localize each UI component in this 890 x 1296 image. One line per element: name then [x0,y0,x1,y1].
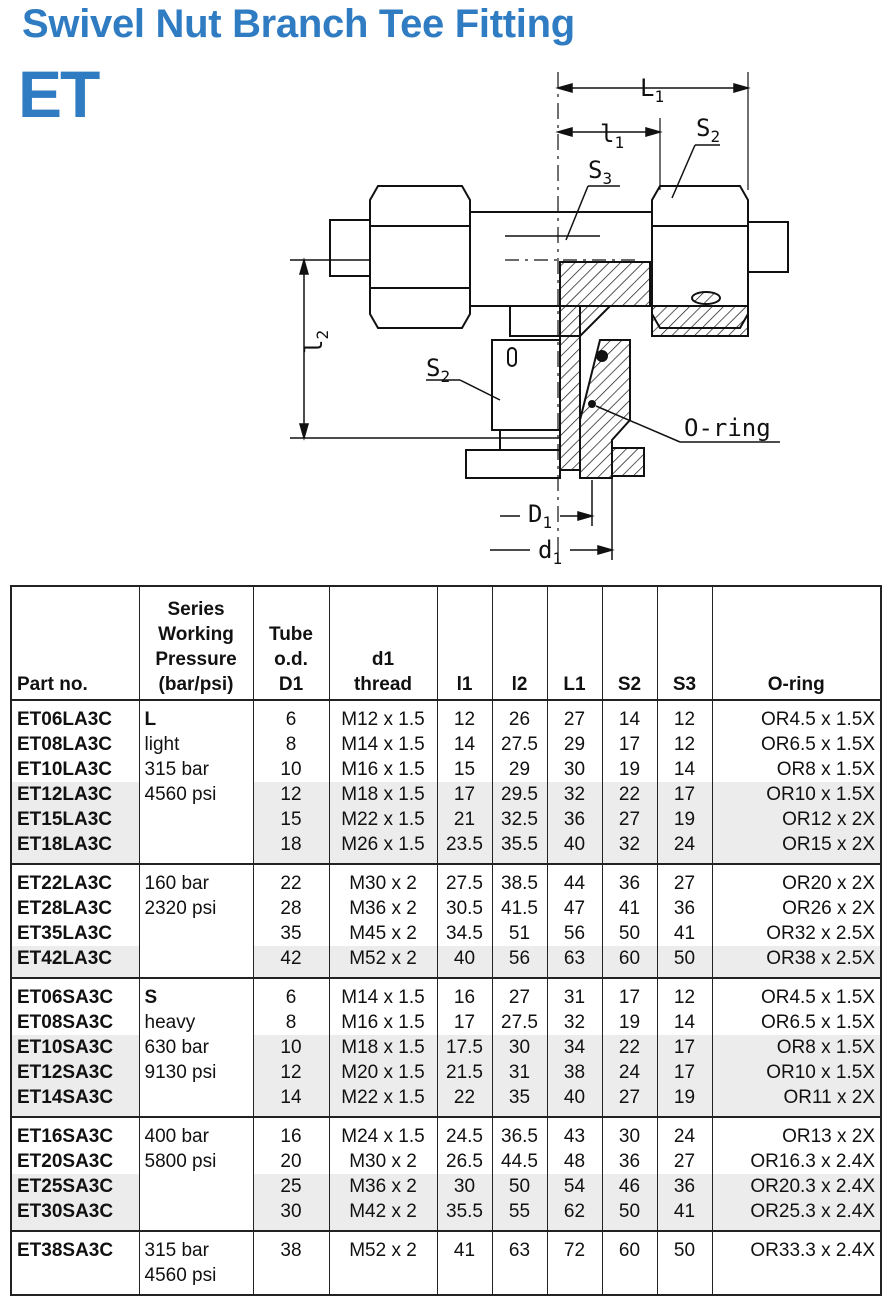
cell-L1: 34 [547,1035,602,1060]
table-row [11,1263,881,1295]
cell-l1: 21 [437,807,492,832]
cell-L1: 38 [547,1060,602,1085]
cell-l1: 21.5 [437,1060,492,1085]
table-row [11,1117,881,1149]
col-header-series-line: Pressure [155,649,237,670]
cell-series: 160 bar [139,864,253,896]
cell-S2: 27 [602,1085,657,1117]
cell-S3: 14 [657,757,712,782]
table-row [11,732,881,757]
technical-drawing [0,0,890,585]
cell-part [11,1263,139,1295]
cell-l2: 50 [492,1174,547,1199]
cell-d1: 22 [253,864,329,896]
col-header-part: Part no. [11,586,139,700]
cell-series: 9130 psi [139,1060,253,1085]
cell-thread: M22 x 1.5 [329,807,437,832]
cell-l2: 35.5 [492,832,547,864]
cell-part: ET12LA3C [11,782,139,807]
cell-part: ET16SA3C [11,1117,139,1149]
cell-series [139,946,253,978]
cell-l1: 17 [437,782,492,807]
cell-thread: M52 x 2 [329,1231,437,1263]
cell-part: ET06LA3C [11,700,139,732]
table-row [11,1199,881,1231]
col-header-oring: O-ring [712,586,881,700]
cell-thread: M30 x 2 [329,1149,437,1174]
cell-S2: 60 [602,1231,657,1263]
cell-d1: 16 [253,1117,329,1149]
col-header-thread-line: thread [353,674,413,695]
cell-l1: 24.5 [437,1117,492,1149]
cell-part: ET12SA3C [11,1060,139,1085]
cell-L1 [547,1263,602,1295]
cell-d1: 38 [253,1231,329,1263]
cell-l1: 17.5 [437,1035,492,1060]
cell-d1: 25 [253,1174,329,1199]
table-row [11,864,881,896]
cell-S3: 27 [657,1149,712,1174]
cell-part: ET06SA3C [11,978,139,1010]
cell-series [139,921,253,946]
cell-series: L [139,700,253,732]
col-header-thread [329,586,437,700]
cell-part: ET35LA3C [11,921,139,946]
label-S2-left: $S_2$ [426,354,451,386]
cell-oring: OR6.5 x 1.5X [712,1010,881,1035]
cell-S2: 22 [602,782,657,807]
cell-oring: OR38 x 2.5X [712,946,881,978]
cell-l2: 30 [492,1035,547,1060]
cell-oring: OR10 x 1.5X [712,1060,881,1085]
cell-l2: 63 [492,1231,547,1263]
col-header-L1: L1 [547,586,602,700]
cell-S3: 12 [657,732,712,757]
cell-l2: 41.5 [492,896,547,921]
label-l1: $l_1$ [600,120,625,152]
cell-S3: 41 [657,1199,712,1231]
cell-oring: OR13 x 2X [712,1117,881,1149]
cell-l2: 29.5 [492,782,547,807]
cell-part: ET15LA3C [11,807,139,832]
cell-l1: 35.5 [437,1199,492,1231]
cell-part: ET08SA3C [11,1010,139,1035]
cell-oring: OR11 x 2X [712,1085,881,1117]
cell-thread: M16 x 1.5 [329,757,437,782]
cell-d1: 6 [253,978,329,1010]
cell-part: ET30SA3C [11,1199,139,1231]
cell-S3: 41 [657,921,712,946]
cell-l1: 27.5 [437,864,492,896]
col-header-series-line: (bar/psi) [158,674,234,695]
cell-l2: 55 [492,1199,547,1231]
cell-thread: M42 x 2 [329,1199,437,1231]
cell-S2: 19 [602,757,657,782]
cell-S2: 17 [602,732,657,757]
cell-thread: M14 x 1.5 [329,978,437,1010]
cell-d1: 28 [253,896,329,921]
cell-part: ET14SA3C [11,1085,139,1117]
cell-S2: 32 [602,832,657,864]
cell-series [139,832,253,864]
cell-L1: 40 [547,1085,602,1117]
cell-S3: 17 [657,782,712,807]
cell-series [139,807,253,832]
cell-oring: OR8 x 1.5X [712,757,881,782]
cell-S2: 30 [602,1117,657,1149]
cell-thread: M45 x 2 [329,921,437,946]
cell-series: heavy [139,1010,253,1035]
cell-oring: OR6.5 x 1.5X [712,732,881,757]
cell-l2: 29 [492,757,547,782]
cell-S3 [657,1263,712,1295]
cell-oring: OR10 x 1.5X [712,782,881,807]
cell-l1: 40 [437,946,492,978]
cell-l1: 34.5 [437,921,492,946]
label-l2: $l_2$ [300,329,332,354]
table-row [11,1231,881,1263]
cell-d1: 18 [253,832,329,864]
cell-l2: 27 [492,978,547,1010]
cell-S2: 24 [602,1060,657,1085]
section-hatching [560,262,748,478]
cell-l1: 12 [437,700,492,732]
table-header-row [11,586,881,700]
cell-S2: 36 [602,864,657,896]
cell-S3: 17 [657,1060,712,1085]
cell-series: 4560 psi [139,782,253,807]
cell-d1: 8 [253,1010,329,1035]
cell-part: ET10LA3C [11,757,139,782]
cell-L1: 43 [547,1117,602,1149]
cell-S3: 14 [657,1010,712,1035]
cell-L1: 72 [547,1231,602,1263]
cell-series [139,1199,253,1231]
cell-L1: 48 [547,1149,602,1174]
cell-l2 [492,1263,547,1295]
cell-part: ET38SA3C [11,1231,139,1263]
cell-L1: 30 [547,757,602,782]
cell-d1: 30 [253,1199,329,1231]
cell-d1: 42 [253,946,329,978]
table-row [11,700,881,732]
cell-d1 [253,1263,329,1295]
table-row [11,832,881,864]
cell-oring: OR12 x 2X [712,807,881,832]
cell-L1: 27 [547,700,602,732]
cell-l1: 17 [437,1010,492,1035]
cell-S2: 60 [602,946,657,978]
cell-thread: M24 x 1.5 [329,1117,437,1149]
cell-series: 400 bar [139,1117,253,1149]
table-row [11,1035,881,1060]
table-row [11,782,881,807]
cell-S3: 19 [657,1085,712,1117]
cell-oring [712,1263,881,1295]
cell-series: S [139,978,253,1010]
cell-part: ET08LA3C [11,732,139,757]
cell-S3: 24 [657,1117,712,1149]
cell-S3: 50 [657,1231,712,1263]
cell-d1: 35 [253,921,329,946]
cell-S3: 12 [657,700,712,732]
cell-L1: 54 [547,1174,602,1199]
cell-series: light [139,732,253,757]
cell-d1: 12 [253,1060,329,1085]
cell-d1: 12 [253,782,329,807]
cell-l2: 51 [492,921,547,946]
cell-part: ET10SA3C [11,1035,139,1060]
cell-l1: 41 [437,1231,492,1263]
cell-part: ET20SA3C [11,1149,139,1174]
fitting-code: ET [18,57,99,131]
cell-S2 [602,1263,657,1295]
cell-S3: 19 [657,807,712,832]
cell-l2: 44.5 [492,1149,547,1174]
cell-thread: M18 x 1.5 [329,1035,437,1060]
cell-series: 315 bar [139,1231,253,1263]
cell-l2: 27.5 [492,732,547,757]
label-D1: $D_1$ [528,500,553,532]
label-S3: $S_3$ [588,156,613,188]
cell-S2: 27 [602,807,657,832]
cell-d1: 15 [253,807,329,832]
cell-series [139,1174,253,1199]
cell-l1 [437,1263,492,1295]
table-row [11,1010,881,1035]
cell-oring: OR16.3 x 2.4X [712,1149,881,1174]
label-S2-top: $S_2$ [696,114,721,146]
cell-L1: 44 [547,864,602,896]
col-header-thread-line: d1 [371,649,395,670]
cell-l1: 15 [437,757,492,782]
cell-thread: M18 x 1.5 [329,782,437,807]
cell-thread: M14 x 1.5 [329,732,437,757]
cell-thread: M22 x 1.5 [329,1085,437,1117]
cell-S2: 22 [602,1035,657,1060]
cell-oring: OR15 x 2X [712,832,881,864]
cell-S2: 50 [602,1199,657,1231]
cell-oring: OR26 x 2X [712,896,881,921]
cell-S3: 24 [657,832,712,864]
cell-d1: 10 [253,1035,329,1060]
table-row [11,946,881,978]
cell-thread: M30 x 2 [329,864,437,896]
col-header-tube-line: o.d. [274,649,308,670]
col-header-series-line: Series [167,599,225,620]
cell-d1: 14 [253,1085,329,1117]
label-d1: $d_1$ [538,536,563,568]
table-row [11,1060,881,1085]
cell-d1: 20 [253,1149,329,1174]
table-row [11,807,881,832]
cell-l1: 14 [437,732,492,757]
cell-l2: 27.5 [492,1010,547,1035]
table-body [11,700,881,1295]
cell-oring: OR20.3 x 2.4X [712,1174,881,1199]
col-header-series [139,586,253,700]
cell-l2: 38.5 [492,864,547,896]
cell-S3: 36 [657,1174,712,1199]
cell-S2: 14 [602,700,657,732]
cell-series: 315 bar [139,757,253,782]
cell-S3: 17 [657,1035,712,1060]
cell-l2: 26 [492,700,547,732]
col-header-series-line: Working [158,624,234,645]
cell-L1: 40 [547,832,602,864]
cell-series: 4560 psi [139,1263,253,1295]
cell-S2: 17 [602,978,657,1010]
cell-l1: 30.5 [437,896,492,921]
cell-d1: 8 [253,732,329,757]
col-header-tube [253,586,329,700]
table-row [11,1085,881,1117]
cell-l1: 26.5 [437,1149,492,1174]
cell-part: ET42LA3C [11,946,139,978]
cell-S3: 36 [657,896,712,921]
spec-table [10,585,882,1296]
cell-L1: 62 [547,1199,602,1231]
table-row [11,757,881,782]
cell-l1: 22 [437,1085,492,1117]
cell-L1: 31 [547,978,602,1010]
table-row [11,1174,881,1199]
cell-thread [329,1263,437,1295]
cell-L1: 56 [547,921,602,946]
table-row [11,896,881,921]
cell-L1: 29 [547,732,602,757]
col-header-S3: S3 [657,586,712,700]
cell-thread: M12 x 1.5 [329,700,437,732]
cell-thread: M36 x 2 [329,1174,437,1199]
cell-S3: 50 [657,946,712,978]
cell-S2: 36 [602,1149,657,1174]
cell-l1: 16 [437,978,492,1010]
cell-S2: 50 [602,921,657,946]
table-row [11,1149,881,1174]
cell-thread: M26 x 1.5 [329,832,437,864]
cell-l1: 30 [437,1174,492,1199]
cell-L1: 63 [547,946,602,978]
cell-series: 2320 psi [139,896,253,921]
cell-S2: 46 [602,1174,657,1199]
cell-l2: 31 [492,1060,547,1085]
cell-S2: 41 [602,896,657,921]
cell-series [139,1085,253,1117]
cell-oring: OR4.5 x 1.5X [712,700,881,732]
cell-d1: 6 [253,700,329,732]
col-header-tube-line: Tube [269,624,313,645]
cell-S3: 12 [657,978,712,1010]
cell-part: ET18LA3C [11,832,139,864]
cell-thread: M16 x 1.5 [329,1010,437,1035]
cell-S3: 27 [657,864,712,896]
col-header-tube-line: D1 [278,674,304,695]
cell-l2: 35 [492,1085,547,1117]
col-header-S2: S2 [602,586,657,700]
col-header-l2: l2 [492,586,547,700]
page-title: Swivel Nut Branch Tee Fitting [22,2,575,46]
cell-part: ET25SA3C [11,1174,139,1199]
cell-L1: 32 [547,1010,602,1035]
label-oring: O-ring [684,414,771,442]
cell-thread: M36 x 2 [329,896,437,921]
cell-part: ET28LA3C [11,896,139,921]
cell-L1: 32 [547,782,602,807]
cell-series: 630 bar [139,1035,253,1060]
table-row [11,921,881,946]
cell-oring: OR32 x 2.5X [712,921,881,946]
cell-l1: 23.5 [437,832,492,864]
cell-l2: 36.5 [492,1117,547,1149]
cell-oring: OR20 x 2X [712,864,881,896]
cell-d1: 10 [253,757,329,782]
table-row [11,978,881,1010]
cell-L1: 36 [547,807,602,832]
cell-oring: OR4.5 x 1.5X [712,978,881,1010]
cell-oring: OR8 x 1.5X [712,1035,881,1060]
cell-part: ET22LA3C [11,864,139,896]
cell-l2: 56 [492,946,547,978]
cell-oring: OR25.3 x 2.4X [712,1199,881,1231]
cell-L1: 47 [547,896,602,921]
cell-series: 5800 psi [139,1149,253,1174]
cell-l2: 32.5 [492,807,547,832]
cell-oring: OR33.3 x 2.4X [712,1231,881,1263]
cell-thread: M52 x 2 [329,946,437,978]
label-L1: $L_1$ [640,74,665,106]
cell-thread: M20 x 1.5 [329,1060,437,1085]
cell-S2: 19 [602,1010,657,1035]
col-header-l1: l1 [437,586,492,700]
